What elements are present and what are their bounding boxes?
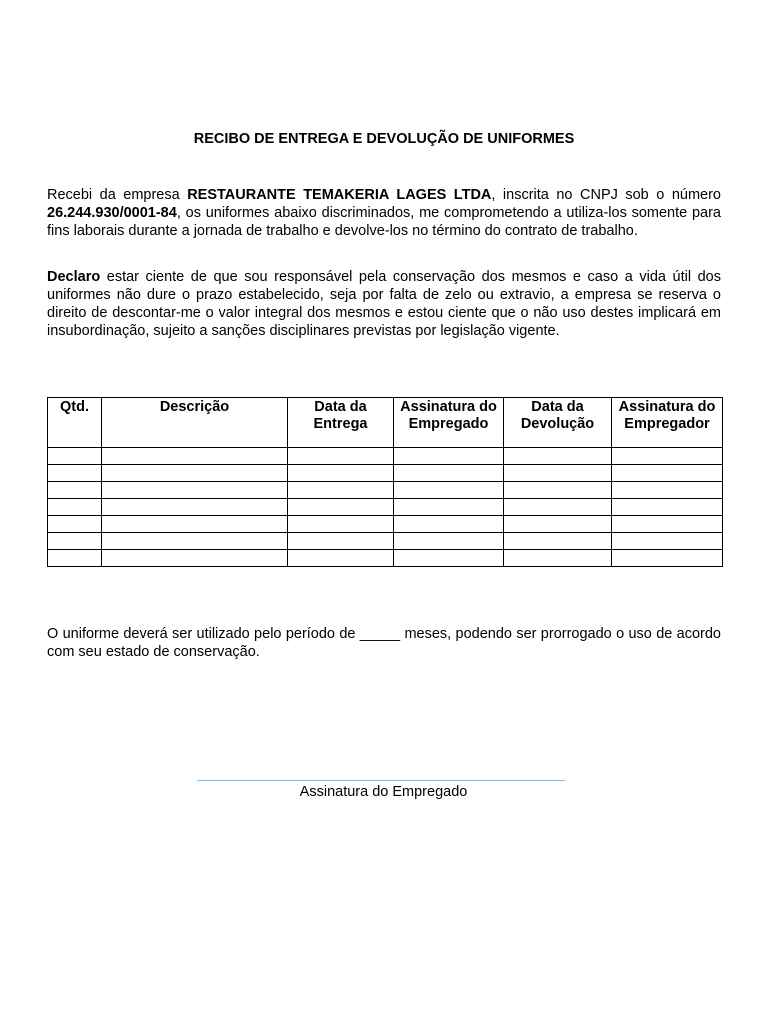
- table-cell[interactable]: [48, 550, 102, 567]
- table-row: [48, 499, 723, 516]
- uniform-table: [47, 397, 723, 567]
- table-row: [48, 533, 723, 550]
- table-cell[interactable]: [504, 482, 612, 499]
- table-cell[interactable]: [288, 533, 394, 550]
- table-cell[interactable]: [48, 465, 102, 482]
- table-cell[interactable]: [102, 448, 288, 465]
- table-cell[interactable]: [612, 499, 723, 516]
- signature-line: [197, 780, 565, 781]
- table-cell[interactable]: [612, 533, 723, 550]
- header-assinatura-empregador: Assinatura do Empregador: [612, 398, 723, 448]
- table-cell[interactable]: [102, 482, 288, 499]
- table-cell[interactable]: [48, 499, 102, 516]
- table-cell[interactable]: [612, 448, 723, 465]
- table-cell[interactable]: [504, 533, 612, 550]
- table-cell[interactable]: [612, 550, 723, 567]
- table-cell[interactable]: [288, 499, 394, 516]
- table-body: [48, 448, 723, 567]
- table-cell[interactable]: [394, 448, 504, 465]
- table-cell[interactable]: [288, 550, 394, 567]
- table-cell[interactable]: [394, 550, 504, 567]
- table-cell[interactable]: [102, 550, 288, 567]
- table-cell[interactable]: [394, 482, 504, 499]
- table-cell[interactable]: [504, 550, 612, 567]
- table-cell[interactable]: [504, 448, 612, 465]
- table-cell[interactable]: [612, 516, 723, 533]
- declaration-paragraph: [47, 268, 721, 340]
- table-row: [48, 448, 723, 465]
- table-row: [48, 482, 723, 499]
- receipt-text-2: , inscrita no CNPJ sob o número: [491, 187, 721, 203]
- receipt-text-3: , os uniformes abaixo discriminados, me comprometendo a utiliza-los somente para fins laborais durante a jornada de trabalho e devolve-los no término do contrato de trabalho.: [47, 205, 721, 239]
- table-cell[interactable]: [48, 533, 102, 550]
- cnpj-number: 26.244.930/0001-84: [47, 205, 177, 221]
- table-cell[interactable]: [504, 499, 612, 516]
- table-cell[interactable]: [394, 465, 504, 482]
- table-cell[interactable]: [612, 465, 723, 482]
- header-data-devolucao: Data da Devolução: [504, 398, 612, 448]
- table-cell[interactable]: [288, 465, 394, 482]
- table-cell[interactable]: [102, 465, 288, 482]
- table-header-row: [48, 398, 723, 448]
- usage-period-paragraph: O uniforme deverá ser utilizado pelo período de _____ meses, podendo ser prorrogado o uso de acordo com seu estado de conservação.: [47, 626, 721, 660]
- table-cell[interactable]: [288, 482, 394, 499]
- table-cell[interactable]: [102, 499, 288, 516]
- table-row: [48, 550, 723, 567]
- header-data-entrega: Data da Entrega: [288, 398, 394, 448]
- table-cell[interactable]: [394, 516, 504, 533]
- declaration-bold: Declaro: [47, 269, 101, 285]
- table-cell[interactable]: [48, 448, 102, 465]
- table-cell[interactable]: [504, 516, 612, 533]
- receipt-paragraph: [47, 186, 721, 240]
- table-cell[interactable]: [394, 533, 504, 550]
- table-cell[interactable]: [288, 448, 394, 465]
- table-cell[interactable]: [394, 499, 504, 516]
- header-descricao: Descrição: [102, 398, 288, 448]
- table-cell[interactable]: [102, 516, 288, 533]
- table-cell[interactable]: [102, 533, 288, 550]
- table-cell[interactable]: [48, 516, 102, 533]
- receipt-text-1: Recebi da empresa: [47, 187, 188, 203]
- company-name: RESTAURANTE TEMAKERIA LAGES LTDA: [187, 187, 492, 203]
- table-cell[interactable]: [48, 482, 102, 499]
- table-cell[interactable]: [288, 516, 394, 533]
- table-row: [48, 516, 723, 533]
- document-title: RECIBO DE ENTREGA E DEVOLUÇÃO DE UNIFORMES: [193, 131, 575, 147]
- signature-label: Assinatura do Empregado: [299, 784, 468, 800]
- table-row: [48, 465, 723, 482]
- header-assinatura-empregado: Assinatura do Empregado: [394, 398, 504, 448]
- table-cell[interactable]: [504, 465, 612, 482]
- table-cell[interactable]: [612, 482, 723, 499]
- header-qtd: Qtd.: [48, 398, 102, 448]
- declaration-text: estar ciente de que sou responsável pela conservação dos mesmos e caso a vida útil dos uniformes não dure o prazo estabelecido, seja por falta de zelo ou extravio, a empresa se reserva o direito de descontar-me o valor integral dos mesmos e estou ciente que o não uso destes implicará em insubordinação, sujeito a sanções disciplinares previstas por legislação vigente.: [47, 269, 721, 339]
